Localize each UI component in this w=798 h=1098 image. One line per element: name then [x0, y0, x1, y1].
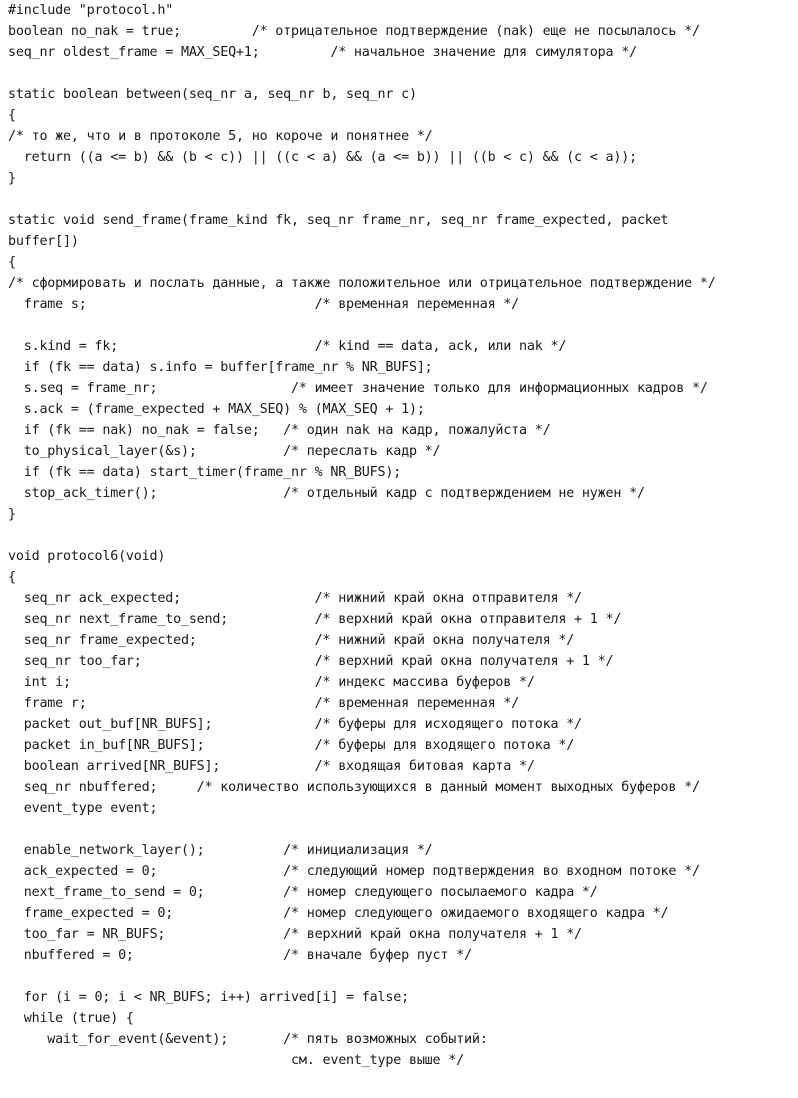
code-line: return ((a <= b) && (b < c)) || ((c < a) && (a <= b)) || ((b < c) && (c < a));	[8, 150, 637, 165]
code-line: if (fk == data) start_timer(frame_nr % NR_BUFS);	[8, 465, 402, 480]
code-line: nbuffered = 0; /* вначале буфер пуст */	[8, 948, 472, 963]
code-line: buffer[])	[8, 234, 79, 249]
code-line: void protocol6(void)	[8, 549, 166, 564]
code-line: seq_nr too_far; /* верхний край окна получателя + 1 */	[8, 654, 614, 669]
code-line: frame s; /* временная переменная */	[8, 297, 520, 312]
code-line: seq_nr nbuffered; /* количество использующихся в данный момент выходных буферов */	[8, 780, 700, 795]
code-line: for (i = 0; i < NR_BUFS; i++) arrived[i] = false;	[8, 990, 409, 1005]
code-line: s.seq = frame_nr; /* имеет значение только для информационных кадров */	[8, 381, 708, 396]
code-line: {	[8, 255, 16, 270]
code-line: s.kind = fk; /* kind == data, ack, или nak */	[8, 339, 567, 354]
code-line: {	[8, 108, 16, 123]
code-line: {	[8, 570, 16, 585]
code-line: #include "protocol.h"	[8, 3, 174, 18]
code-line: next_frame_to_send = 0; /* номер следующего посылаемого кадра */	[8, 885, 598, 900]
code-line: seq_nr ack_expected; /* нижний край окна отправителя */	[8, 591, 582, 606]
code-line: packet in_buf[NR_BUFS]; /* буферы для входящего потока */	[8, 738, 575, 753]
code-line: while (true) {	[8, 1011, 134, 1026]
code-line: int i; /* индекс массива буферов */	[8, 675, 535, 690]
code-line: s.ack = (frame_expected + MAX_SEQ) % (MAX_SEQ + 1);	[8, 402, 425, 417]
code-line: /* сформировать и послать данные, а также положительное или отрицательное подтверждение */	[8, 276, 716, 291]
code-line: seq_nr oldest_frame = MAX_SEQ+1; /* начальное значение для симулятора */	[8, 45, 637, 60]
code-line: packet out_buf[NR_BUFS]; /* буферы для исходящего потока */	[8, 717, 582, 732]
code-line: boolean arrived[NR_BUFS]; /* входящая битовая карта */	[8, 759, 535, 774]
code-line: }	[8, 171, 16, 186]
code-line: /* то же, что и в протоколе 5, но короче и понятнее */	[8, 129, 433, 144]
code-line: stop_ack_timer(); /* отдельный кадр с подтверждением не нужен */	[8, 486, 645, 501]
code-line: boolean no_nak = true; /* отрицательное подтверждение (nak) еще не посылалось */	[8, 24, 700, 39]
code-line: if (fk == nak) no_nak = false; /* один nak на кадр, пожалуйста */	[8, 423, 551, 438]
code-line: if (fk == data) s.info = buffer[frame_nr % NR_BUFS];	[8, 360, 433, 375]
code-line: см. event_type выше */	[8, 1053, 464, 1068]
code-line: static boolean between(seq_nr a, seq_nr b, seq_nr c)	[8, 87, 417, 102]
code-line: wait_for_event(&event); /* пять возможных событий:	[8, 1032, 488, 1047]
code-line: static void send_frame(frame_kind fk, seq_nr frame_nr, seq_nr frame_expected, packet	[8, 213, 669, 228]
code-line: }	[8, 507, 16, 522]
code-line: to_physical_layer(&s); /* переслать кадр */	[8, 444, 441, 459]
code-line: ack_expected = 0; /* следующий номер подтверждения во входном потоке */	[8, 864, 700, 879]
code-line: seq_nr frame_expected; /* нижний край окна получателя */	[8, 633, 575, 648]
code-line: enable_network_layer(); /* инициализация */	[8, 843, 433, 858]
code-line: frame r; /* временная переменная */	[8, 696, 520, 711]
code-line: frame_expected = 0; /* номер следующего ожидаемого входящего кадра */	[8, 906, 669, 921]
code-line: seq_nr next_frame_to_send; /* верхний край окна отправителя + 1 */	[8, 612, 622, 627]
code-line: event_type event;	[8, 801, 158, 816]
code-line: too_far = NR_BUFS; /* верхний край окна получателя + 1 */	[8, 927, 582, 942]
